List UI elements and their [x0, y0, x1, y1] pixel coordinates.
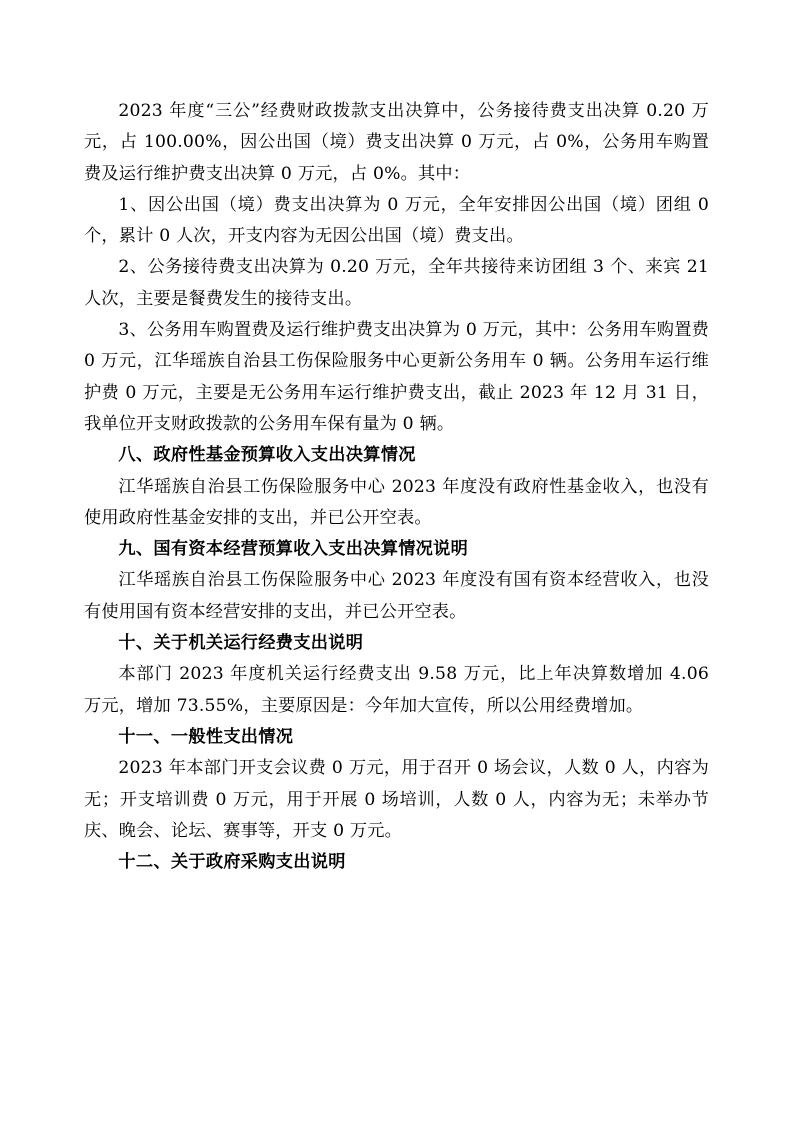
para-item-1-abroad: 1、因公出国（境）费支出决算为 0 万元，全年安排因公出国（境）团组 0 个，累计 0 人次，开支内容为无因公出国（境）费支出。 — [84, 194, 709, 247]
para-government-fund-detail: 江华瑶族自治县工伤保险服务中心 2023 年度没有政府性基金收入，也没有使用政府性基金安排的支出，并已公开空表。 — [84, 476, 709, 528]
heading-11-general-expenditure: 十一、一般性支出情况 — [118, 726, 294, 747]
heading-9-state-capital-operation: 九、国有资本经营预算收入支出决算情况说明 — [118, 539, 469, 560]
para-sangong-summary: 2023 年度“三公”经费财政拨款支出决算中，公务接待费支出决算 0.20 万元，占 100.00%，因公出国（境）费支出决算 0 万元，占 0%，公务用车购置费及运行维护费支出决算 0 万元，占 0%。其中： — [84, 101, 709, 184]
para-general-expenditure-detail: 2023 年本部门开支会议费 0 万元，用于召开 0 场会议，人数 0 人，内容为无；开支培训费 0 万元，用于开展 0 场培训，人数 0 人，内容为无；未举办节庆、晚会、论坛、赛事等，开支 0 万元。 — [84, 758, 709, 841]
heading-8-government-fund-budget: 八、政府性基金预算收入支出决算情况 — [118, 445, 416, 466]
heading-10-agency-operating-expense: 十、关于机关运行经费支出说明 — [118, 633, 364, 654]
para-agency-operating-detail: 本部门 2023 年度机关运行经费支出 9.58 万元，比上年决算数增加 4.06 万元，增加 73.55%，主要原因是：今年加大宣传，所以公用经费增加。 — [84, 664, 709, 716]
para-item-2-reception: 2、公务接待费支出决算为 0.20 万元，全年共接待来访团组 3 个、来宾 21 人次，主要是餐费发生的接待支出。 — [84, 257, 709, 309]
para-item-3-vehicle: 3、公务用车购置费及运行维护费支出决算为 0 万元，其中：公务用车购置费 0 万元，江华瑶族自治县工伤保险服务中心更新公务用车 0 辆。公务用车运行维护费 0 万元，主要是无公务用车运行维护费支出，截止 2023 年 12 月 31 日，我单位开支财政拨款的公务用车保有量为 0 辆。 — [84, 320, 709, 434]
para-state-capital-detail: 江华瑶族自治县工伤保险服务中心 2023 年度没有国有资本经营收入，也没有使用国有资本经营安排的支出，并已公开空表。 — [84, 570, 709, 622]
document-body — [84, 96, 709, 878]
heading-12-government-procurement: 十二、关于政府采购支出说明 — [118, 852, 346, 873]
